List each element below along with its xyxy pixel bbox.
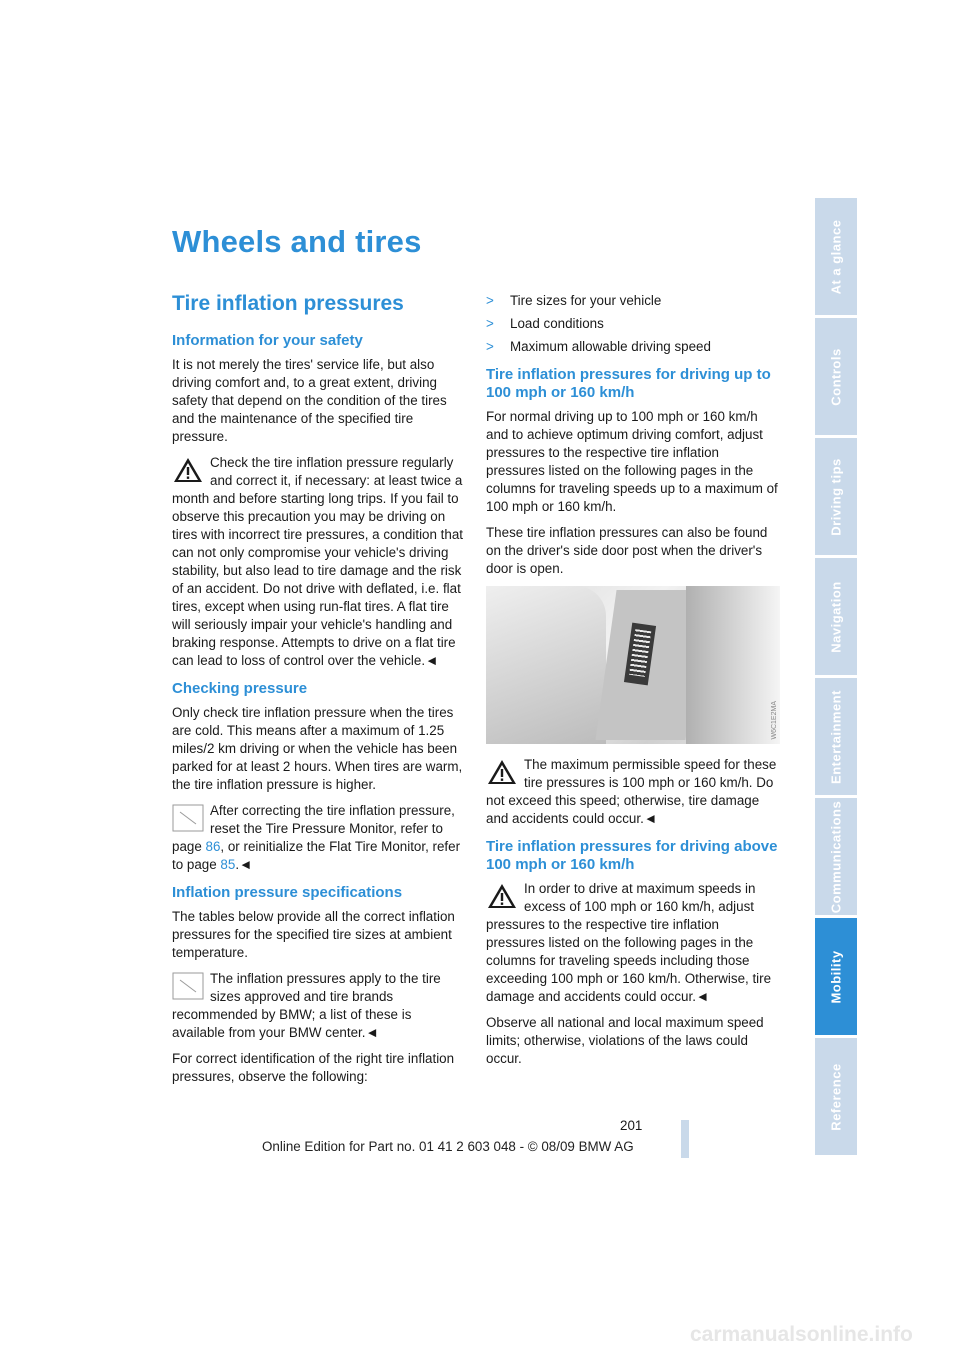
tab-reference[interactable]: Reference [815, 1038, 857, 1155]
watermark: carmanualsonline.info [690, 1323, 913, 1346]
upto-text1: For normal driving up to 100 mph or 160 km/h and to achieve optimum driving comfort, adjust pressures to the respective tire inflation pressures listed on the following pages in the columns for traveling speeds up to a maximum of 100 mph or 160 km/h. [486, 409, 778, 514]
above-warning: In order to drive at maximum speeds in excess of 100 mph or 160 km/h, adjust pressures to the respective tire inflation pressures listed on the following pages in the columns for traveling speeds including those exceeding 100 mph or 160 km/h. Otherwise, tire damage and accidents could occur.◄ [486, 881, 772, 1004]
list-item: > Load conditions [486, 316, 604, 331]
safety-text: It is not merely the tires' service life, but also driving comfort and, to a great extent, driving safety that depend on the condition of the tires and the maintenance of the specified tire pressure. [172, 357, 447, 444]
list-item: > Tire sizes for your vehicle [486, 293, 662, 308]
tab-navigation[interactable]: Navigation [815, 558, 857, 675]
section-tabs [815, 198, 857, 1158]
checking-note: After correcting the tire inflation pressure, reset the Tire Pressure Monitor, refer to page 86, or reinitialize the Flat Tire Monitor, refer to page 85.◄ [172, 803, 461, 872]
list-item: > Maximum allowable driving speed [486, 339, 711, 354]
upto-heading: Tire inflation pressures for driving up to 100 mph or 160 km/h [486, 366, 771, 401]
page-link-85[interactable]: 85 [220, 857, 236, 872]
door-post-photo: W6C1E2MA [486, 586, 780, 744]
spec-text: The tables below provide all the correct inflation pressures for the specified tire sizes at ambient temperature. [172, 909, 455, 960]
tab-mobility[interactable]: Mobility [815, 918, 857, 1035]
bullet-list [486, 292, 778, 356]
footer-text: Online Edition for Part no. 01 41 2 603 048 - © 08/09 BMW AG [262, 1139, 634, 1154]
tab-controls[interactable]: Controls [815, 318, 857, 435]
tab-at-a-glance[interactable]: At a glance [815, 198, 857, 315]
upto-warning: The maximum permissible speed for these tire pressures is 100 mph or 160 km/h. Do not exceed this speed; otherwise, tire damage and accidents could occur.◄ [486, 757, 777, 826]
left-column [172, 292, 464, 1094]
tab-entertainment[interactable]: Entertainment [815, 678, 857, 795]
page-number: 201 [620, 1118, 643, 1133]
section-title: Tire inflation pressures [172, 292, 404, 315]
above-text: Observe all national and local maximum speed limits; otherwise, violations of the laws could occur. [486, 1015, 764, 1066]
note-icon [172, 972, 204, 1000]
page-link-86[interactable]: 86 [205, 839, 221, 854]
spec-heading: Inflation pressure specifications [172, 884, 403, 901]
tab-communications[interactable]: Communications [815, 798, 857, 915]
checking-text: Only check tire inflation pressure when the tires are cold. This means after a maximum of 1.25 miles/2 km driving or when the vehicle has been parked for at least 2 hours. When tires are warm, the tire inflation pressure is higher. [172, 705, 463, 792]
above-heading: Tire inflation pressures for driving above 100 mph or 160 km/h [486, 838, 778, 873]
safety-heading: Information for your safety [172, 332, 363, 349]
page-bar [681, 1120, 689, 1158]
upto-text2: These tire inflation pressures can also be found on the driver's side door post when the driver's door is open. [486, 525, 768, 576]
spec-note: The inflation pressures apply to the tire sizes approved and tire brands recommended by BMW; a list of these is available from your BMW center.◄ [172, 971, 441, 1040]
warning-icon [172, 456, 204, 484]
safety-warning: Check the tire inflation pressure regularly and correct it, if necessary: at least twice a month and before starting long trips. If you fail to observe this precaution you may be driving on tires with incorrect tire pressures, a condition that can not only compromise your vehicle's driving stability, but also lead to tire damage and the risk of an accident. Do not drive with deflated, i.e. flat tires, except when using run-flat tires. A flat tire will seriously impair your vehicle's handling and braking response. Attempts to drive on a flat tire can lead to loss of control over the vehicle.◄ [172, 455, 463, 668]
note-icon [172, 804, 204, 832]
warning-icon [486, 882, 518, 910]
right-column [486, 292, 778, 1076]
warning-icon [486, 758, 518, 786]
checking-heading: Checking pressure [172, 680, 308, 697]
spec-text2: For correct identification of the right tire inflation pressures, observe the following: [172, 1051, 455, 1084]
tab-driving-tips[interactable]: Driving tips [815, 438, 857, 555]
page-title: Wheels and tires [172, 224, 422, 259]
